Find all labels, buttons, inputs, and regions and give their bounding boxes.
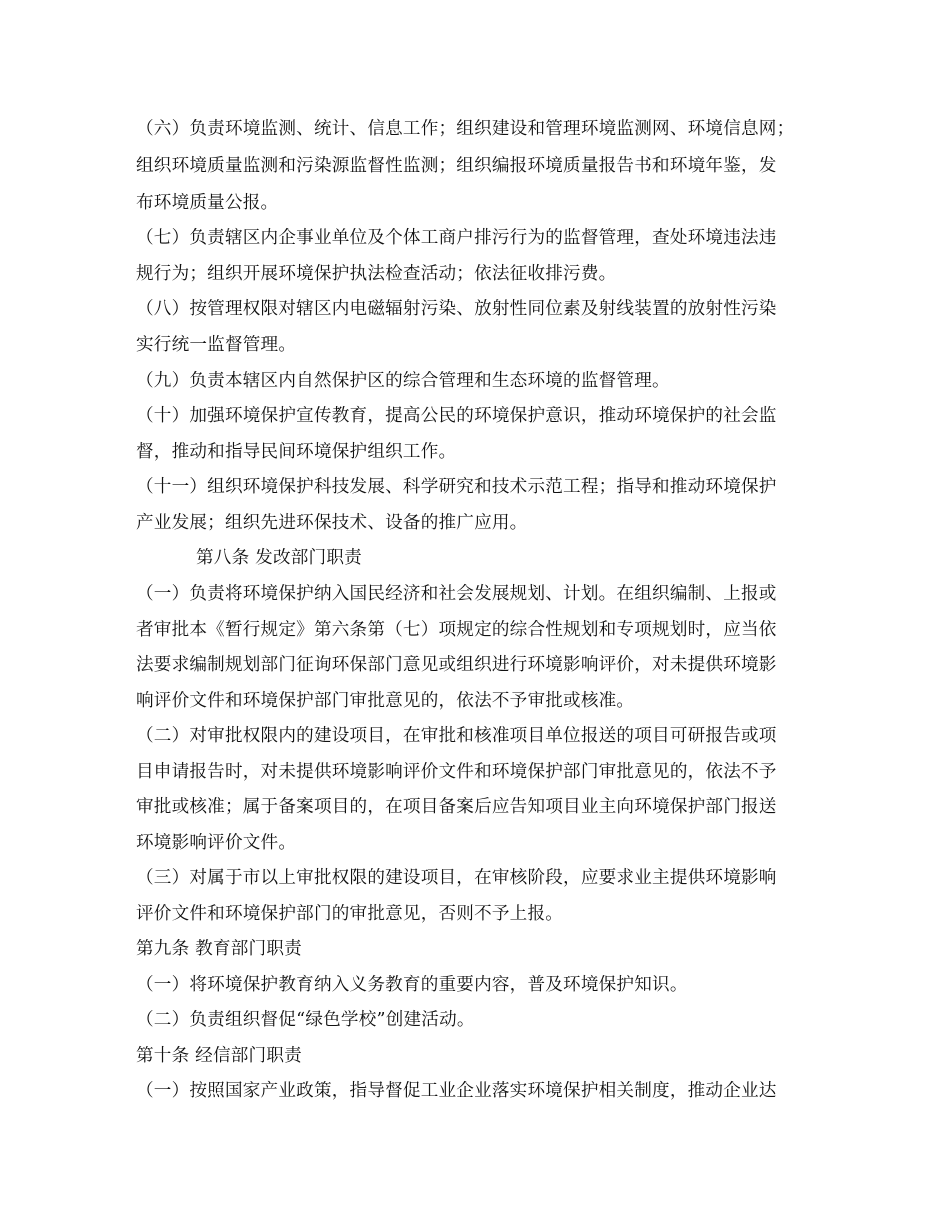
text-line: （七）负责辖区内企事业单位及个体工商户排污行为的监督管理，查处环境违法违	[136, 228, 777, 248]
text-line: 目申请报告时，对未提供环境影响评价文件和环境保护部门审批意见的，依法不予	[136, 762, 777, 782]
text-line: 响评价文件和环境保护部门审批意见的，依法不予审批或核准。	[136, 691, 635, 711]
text-line: 组织环境质量监测和污染源监督性监测；组织编报环境质量报告书和环境年鉴，发	[136, 156, 777, 176]
text-line: （十一）组织环境保护科技发展、科学研究和技术示范工程；指导和推动环境保护	[136, 477, 777, 497]
text-line: 实行统一监督管理。	[136, 335, 297, 355]
text-line: （八）按管理权限对辖区内电磁辐射污染、放射性同位素及射线装置的放射性污染	[136, 299, 777, 319]
text-line: 者审批本《暂行规定》第六条第（七）项规定的综合性规划和专项规划时，应当依	[136, 620, 777, 640]
text-line: （三）对属于市以上审批权限的建设项目，在审核阶段，应要求业主提供环境影响	[136, 868, 777, 888]
text-line: 法要求编制规划部门征询环保部门意见或组织进行环境影响评价，对未提供环境影	[136, 655, 777, 675]
text-line: 环境影响评价文件。	[136, 833, 297, 853]
article-heading: 第八条 发改部门职责	[196, 548, 362, 568]
text-line: 产业发展；组织先进环保技术、设备的推广应用。	[136, 513, 528, 533]
article-heading: 第十条 经信部门职责	[136, 1046, 302, 1066]
text-line: 评价文件和环境保护部门的审批意见，否则不予上报。	[136, 904, 564, 924]
article-heading: 第九条 教育部门职责	[136, 939, 302, 959]
text-line: 督，推动和指导民间环境保护组织工作。	[136, 442, 457, 462]
text-line: （二）对审批权限内的建设项目，在审批和核准项目单位报送的项目可研报告或项	[136, 726, 777, 746]
text-line: （六）负责环境监测、统计、信息工作；组织建设和管理环境监测网、环境信息网；	[136, 119, 795, 139]
text-line: （二）负责组织督促“绿色学校”创建活动。	[136, 1010, 475, 1030]
text-line: 规行为；组织开展环境保护执法检查活动；依法征收排污费。	[136, 264, 617, 284]
text-line: （一）将环境保护教育纳入义务教育的重要内容，普及环境保护知识。	[136, 975, 688, 995]
text-line: （十）加强环境保护宣传教育，提高公民的环境保护意识，推动环境保护的社会监	[136, 406, 777, 426]
text-line: 布环境质量公报。	[136, 193, 279, 213]
text-line: （九）负责本辖区内自然保护区的综合管理和生态环境的监督管理。	[136, 371, 670, 391]
text-line: （一）按照国家产业政策，指导督促工业企业落实环境保护相关制度，推动企业达	[136, 1081, 777, 1101]
text-line: （一）负责将环境保护纳入国民经济和社会发展规划、计划。在组织编制、上报或	[136, 584, 777, 604]
text-line: 审批或核准；属于备案项目的，在项目备案后应告知项目业主向环境保护部门报送	[136, 797, 777, 817]
